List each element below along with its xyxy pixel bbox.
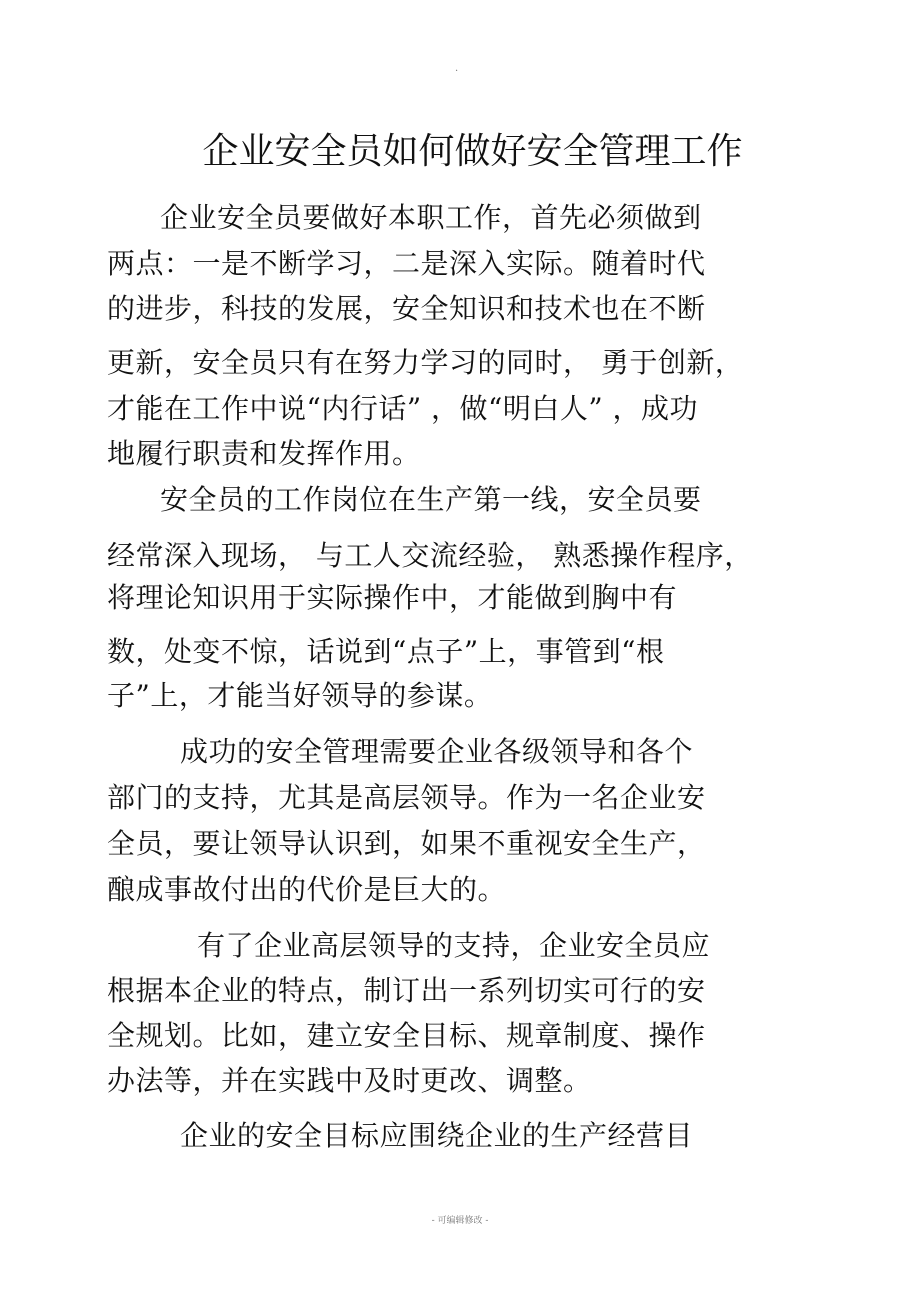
text-line: 才能在工作中说“内行话” ，做“明白人” ，成功 bbox=[107, 392, 699, 425]
text-line: 办法等，并在实践中及时更改、调整。 bbox=[107, 1064, 592, 1097]
header-mark: . bbox=[455, 63, 459, 74]
text-line: 全员，要让领导认识到，如果不重视安全生产， bbox=[107, 827, 706, 860]
text-line: 数，处变不惊，话说到“点子”上，事管到“根 bbox=[107, 635, 665, 668]
text-line: 安全员的工作岗位在生产第一线，安全员要 bbox=[160, 483, 702, 516]
text-line: 的进步，科技的发展，安全知识和技术也在不断 bbox=[107, 292, 706, 325]
text-line: 成功的安全管理需要企业各级领导和各个 bbox=[180, 735, 694, 768]
page-footer: - 可编辑修改 - bbox=[431, 1216, 489, 1226]
text-line: 企业的安全目标应围绕企业的生产经营目 bbox=[180, 1119, 694, 1152]
text-line: 有了企业高层领导的支持，企业安全员应 bbox=[197, 929, 711, 962]
text-line: 企业安全员要做好本职工作，首先必须做到 bbox=[160, 201, 702, 234]
text-line: 更新，安全员只有在努力学习的同时， 勇于创新， bbox=[107, 346, 744, 379]
document-title: 企业安全员如何做好安全管理工作 bbox=[202, 131, 743, 172]
text-line: 将理论知识用于实际操作中，才能做到胸中有 bbox=[107, 581, 678, 614]
text-line: 全规划。比如，建立安全目标、规章制度、操作 bbox=[107, 1019, 706, 1052]
text-line: 根据本企业的特点，制订出一系列切实可行的安 bbox=[107, 974, 706, 1007]
text-line: 子”上，才能当好领导的参谋。 bbox=[107, 679, 493, 712]
text-line: 酿成事故付出的代价是巨大的。 bbox=[107, 873, 507, 906]
text-line: 部门的支持，尤其是高层领导。作为一名企业安 bbox=[107, 781, 706, 814]
text-line: 地履行职责和发挥作用。 bbox=[107, 437, 421, 470]
text-line: 两点：一是不断学习，二是深入实际。随着时代 bbox=[107, 247, 706, 280]
text-line: 经常深入现场， 与工人交流经验， 熟悉操作程序， bbox=[107, 539, 753, 572]
